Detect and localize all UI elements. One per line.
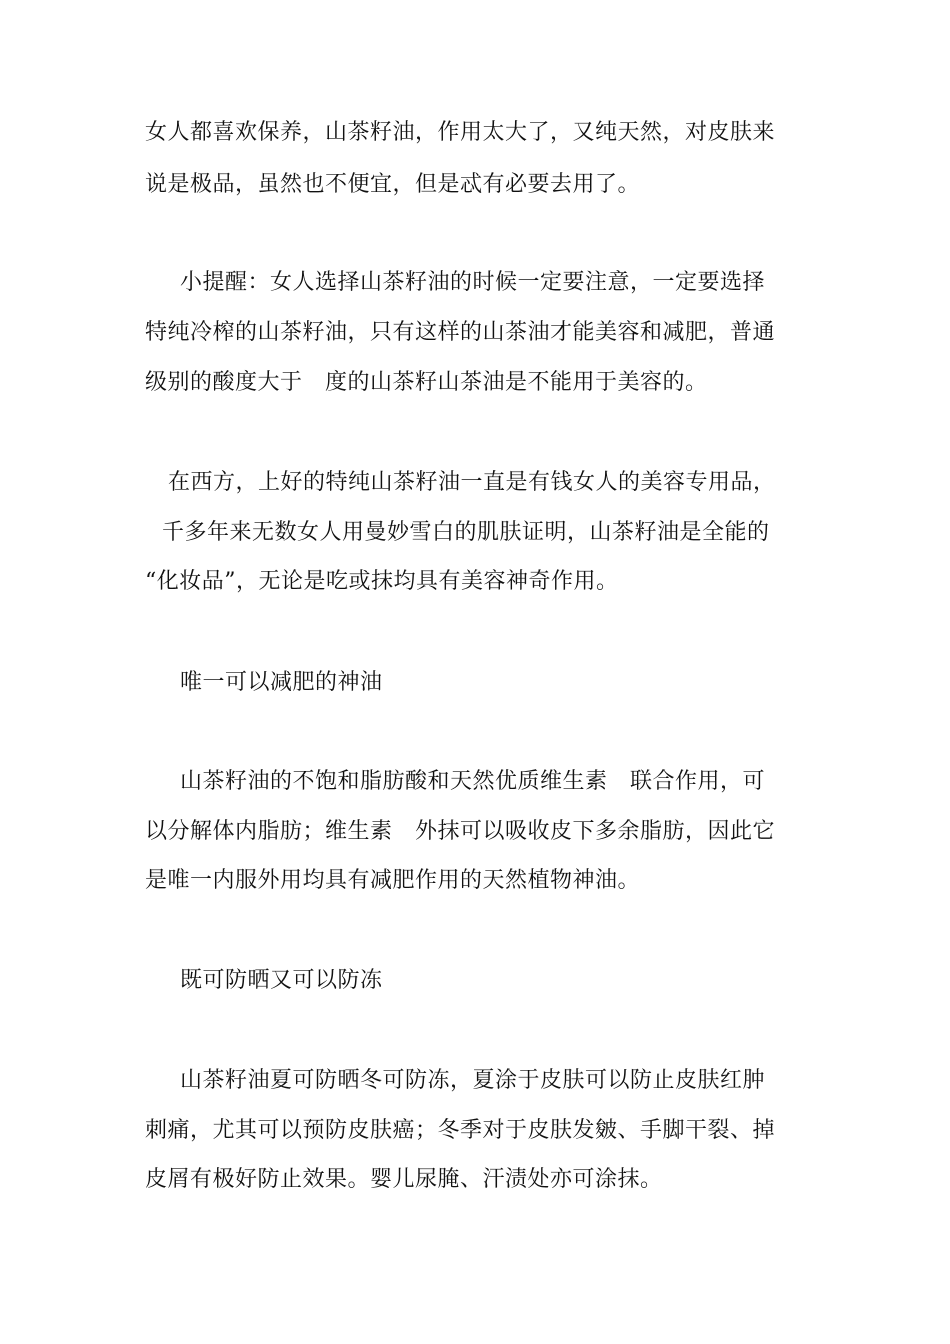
paragraph-sun-line-3: 皮屑有极好防止效果。婴儿尿腌、汗渍处亦可涂抹。 [145, 1167, 663, 1192]
section-heading-slim: 唯一可以减肥的神油 [180, 670, 383, 695]
paragraph-west-line-3: “化妆品”，无论是吃或抹均具有美容神奇作用。 [145, 569, 619, 594]
paragraph-reminder-line-3: 级别的酸度大于 度的山茶籽山茶油是不能用于美容的。 [145, 370, 708, 395]
paragraph-sun-line-2: 刺痛，尤其可以预防皮肤癌；冬季对于皮肤发皴、手脚干裂、掉 [145, 1118, 776, 1143]
paragraph-west-line-2: 千多年来无数女人用曼妙雪白的肌肤证明，山茶籽油是全能的 [162, 520, 770, 545]
paragraph-reminder-line-1: 小提醒：女人选择山茶籽油的时候一定要注意，一定要选择 [180, 270, 766, 295]
paragraph-west-line-1: 在西方，上好的特纯山茶籽油一直是有钱女人的美容专用品， [168, 470, 776, 495]
paragraph-reminder-line-2: 特纯冷榨的山茶籽油，只有这样的山茶油才能美容和减肥，普通 [145, 320, 776, 345]
paragraph-slim-line-1: 山茶籽油的不饱和脂肪酸和天然优质维生素 联合作用，可 [180, 769, 766, 794]
paragraph-intro-line-1: 女人都喜欢保养，山茶籽油，作用太大了，又纯天然，对皮肤来 [145, 120, 776, 145]
paragraph-slim-line-3: 是唯一内服外用均具有减肥作用的天然植物神油。 [145, 868, 641, 893]
section-heading-sun: 既可防晒又可以防冻 [180, 968, 383, 993]
paragraph-sun-line-1: 山茶籽油夏可防晒冬可防冻，夏涂于皮肤可以防止皮肤红肿 [180, 1068, 766, 1093]
paragraph-intro-line-2: 说是极品，虽然也不便宜，但是忒有必要去用了。 [145, 172, 641, 197]
paragraph-slim-line-2: 以分解体内脂肪；维生素 外抹可以吸收皮下多余脂肪，因此它 [145, 819, 776, 844]
